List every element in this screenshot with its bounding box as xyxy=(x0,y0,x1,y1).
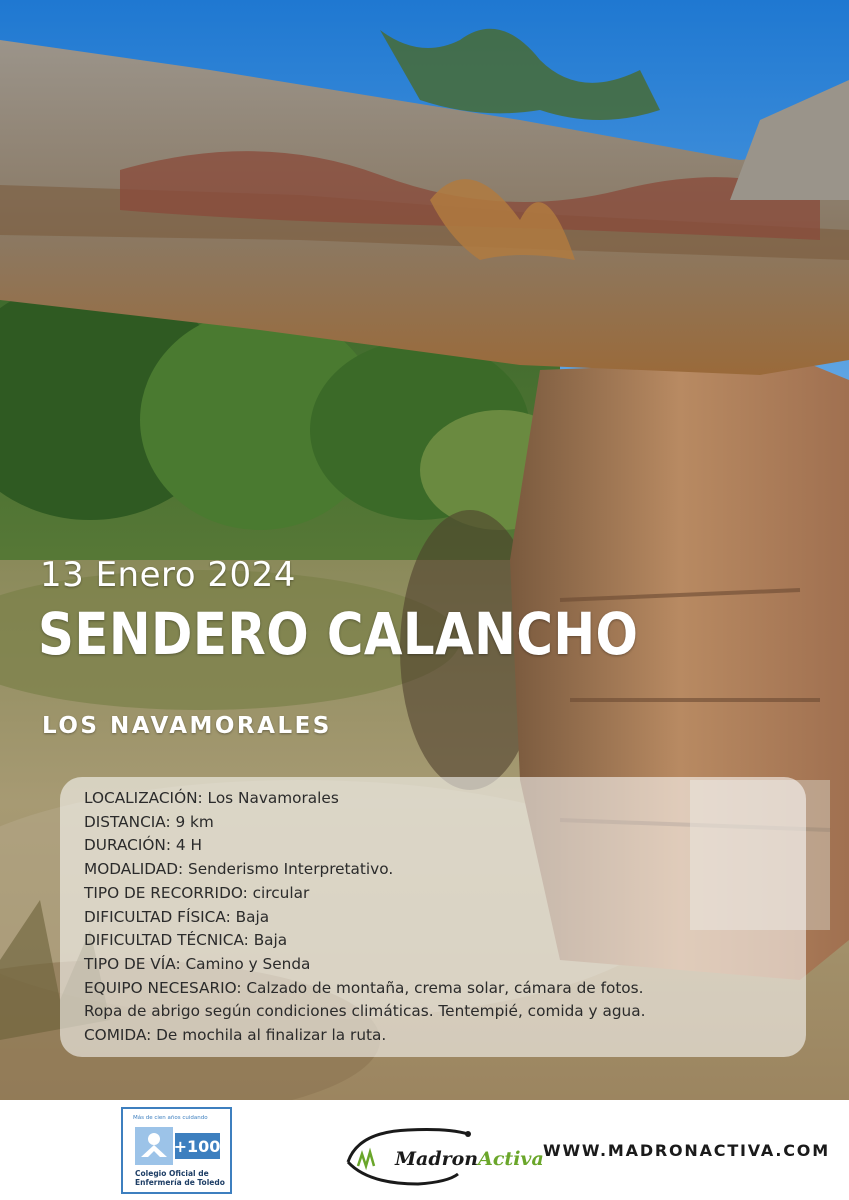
event-location-subtitle: LOS NAVAMORALES xyxy=(42,713,332,739)
info-line: COMIDA: De mochila al finalizar la ruta. xyxy=(84,1026,387,1045)
info-line: TIPO DE VÍA: Camino y Senda xyxy=(84,954,311,973)
info-line: MODALIDAD: Senderismo Interpretativo. xyxy=(84,860,394,879)
madronactiva-logo-text[interactable] xyxy=(395,1148,544,1170)
info-line: TIPO DE RECORRIDO: circular xyxy=(84,883,310,902)
colegio-name-line-1: Colegio Oficial de xyxy=(135,1169,209,1178)
colegio-name-line-2: Enfermería de Toledo xyxy=(135,1178,225,1187)
info-line: DURACIÓN: 4 H xyxy=(84,836,202,855)
colegio-name xyxy=(135,1169,225,1187)
info-line: DISTANCIA: 9 km xyxy=(84,812,214,831)
website-link[interactable]: WWW.MADRONACTIVA.COM xyxy=(543,1141,830,1160)
colegio-badge: +100 xyxy=(173,1137,220,1156)
colegio-enfermeria-logo[interactable] xyxy=(121,1107,232,1194)
colegio-tagline: Más de cien años cuidando xyxy=(133,1115,208,1121)
info-line: EQUIPO NECESARIO: Calzado de montaña, crema solar, cámara de fotos. xyxy=(84,978,644,997)
info-line: DIFICULTAD FÍSICA: Baja xyxy=(84,907,270,926)
info-line: LOCALIZACIÓN: Los Navamorales xyxy=(84,789,339,807)
info-line: Ropa de abrigo según condiciones climáticas. Tentempié, comida y agua. xyxy=(84,1002,646,1021)
event-date: 13 Enero 2024 xyxy=(40,555,296,595)
event-title: SENDERO CALANCHO xyxy=(38,600,639,668)
madron-logo-part: Madron xyxy=(395,1148,479,1170)
nurse-cross-icon xyxy=(135,1127,220,1165)
info-line: DIFICULTAD TÉCNICA: Baja xyxy=(84,931,288,950)
activa-logo-part: Activa xyxy=(478,1148,544,1170)
info-panel xyxy=(60,777,806,1057)
